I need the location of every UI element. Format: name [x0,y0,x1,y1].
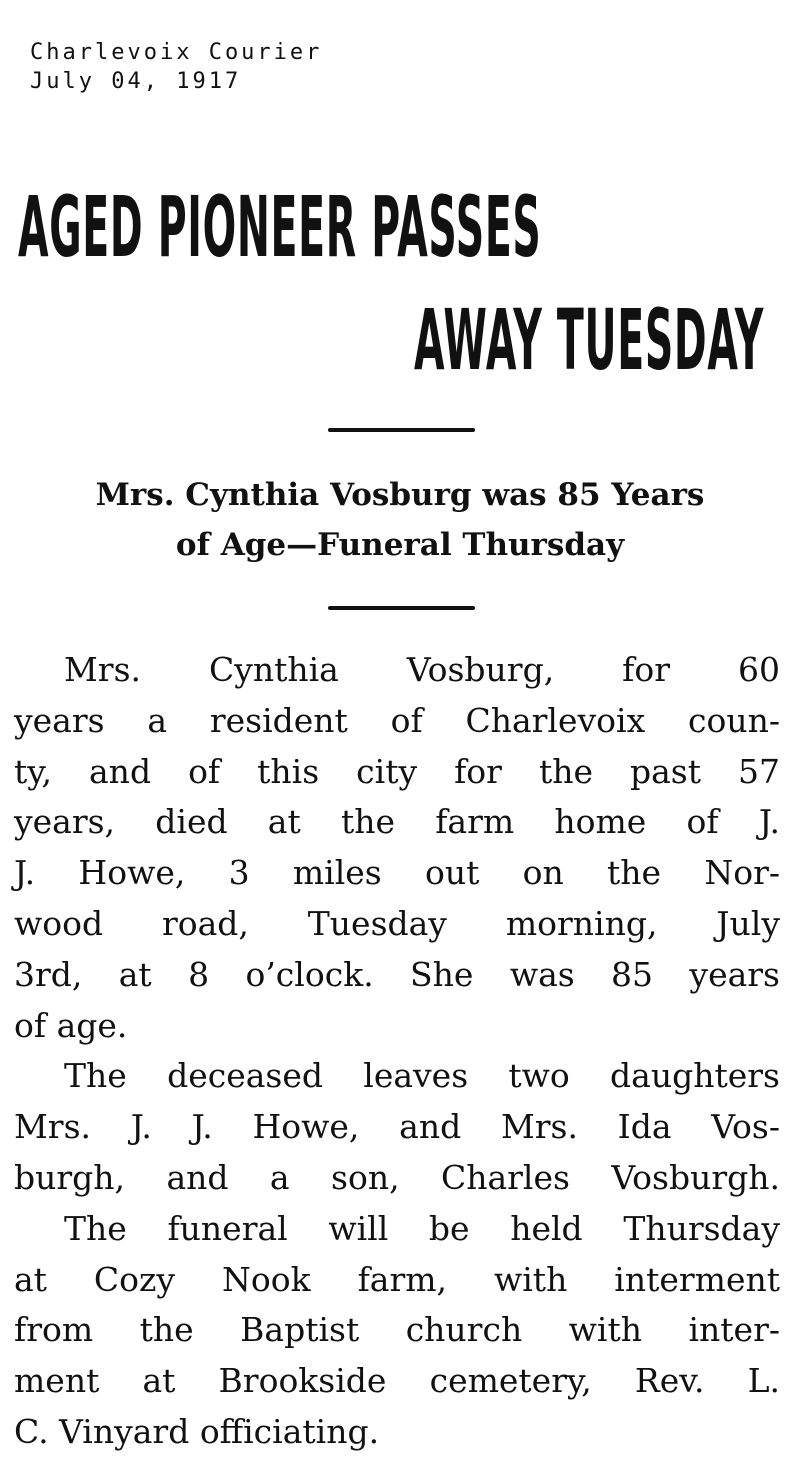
body-line: years, died at the farm home of J. [14,802,780,842]
body-line: ment at Brookside cemetery, Rev. L. [14,1361,780,1401]
body-line: The deceased leaves two daughters [64,1056,780,1096]
article-body [14,645,780,1458]
divider-rule [328,606,475,610]
subheadline [0,470,800,570]
subheadline-line-2: of Age—Funeral Thursday [175,527,625,563]
body-line: C. Vinyard officiating. [14,1411,380,1451]
body-line: years a resident of Charlevoix coun- [14,700,780,740]
body-line: of age. [14,1005,128,1045]
divider-rule [328,428,475,432]
headline-line-1: AGED PIONEER PASSES [18,177,542,277]
body-line: Mrs. Cynthia Vosburg, for 60 [64,650,780,689]
subheadline-line-1: Mrs. Cynthia Vosburg was 85 Years [95,477,705,513]
body-line: Mrs. J. J. Howe, and Mrs. Ida Vos- [14,1107,780,1147]
publication-date: July 04, 1917 [30,69,242,94]
body-line: The funeral will be held Thursday [64,1208,780,1248]
body-line: wood road, Tuesday morning, July [14,903,780,943]
source-citation [30,38,322,96]
body-line: 3rd, at 8 o’clock. She was 85 years [14,954,780,994]
headline-line-2: AWAY TUESDAY [414,290,765,390]
body-line: from the Baptist church with inter- [14,1310,780,1350]
body-line: burgh, and a son, Charles Vosburgh. [14,1157,780,1197]
body-line: ty, and of this city for the past 57 [14,751,780,791]
body-line: J. Howe, 3 miles out on the Nor- [14,853,780,893]
body-line: at Cozy Nook farm, with interment [14,1259,780,1299]
publication-name: Charlevoix Courier [30,40,323,65]
